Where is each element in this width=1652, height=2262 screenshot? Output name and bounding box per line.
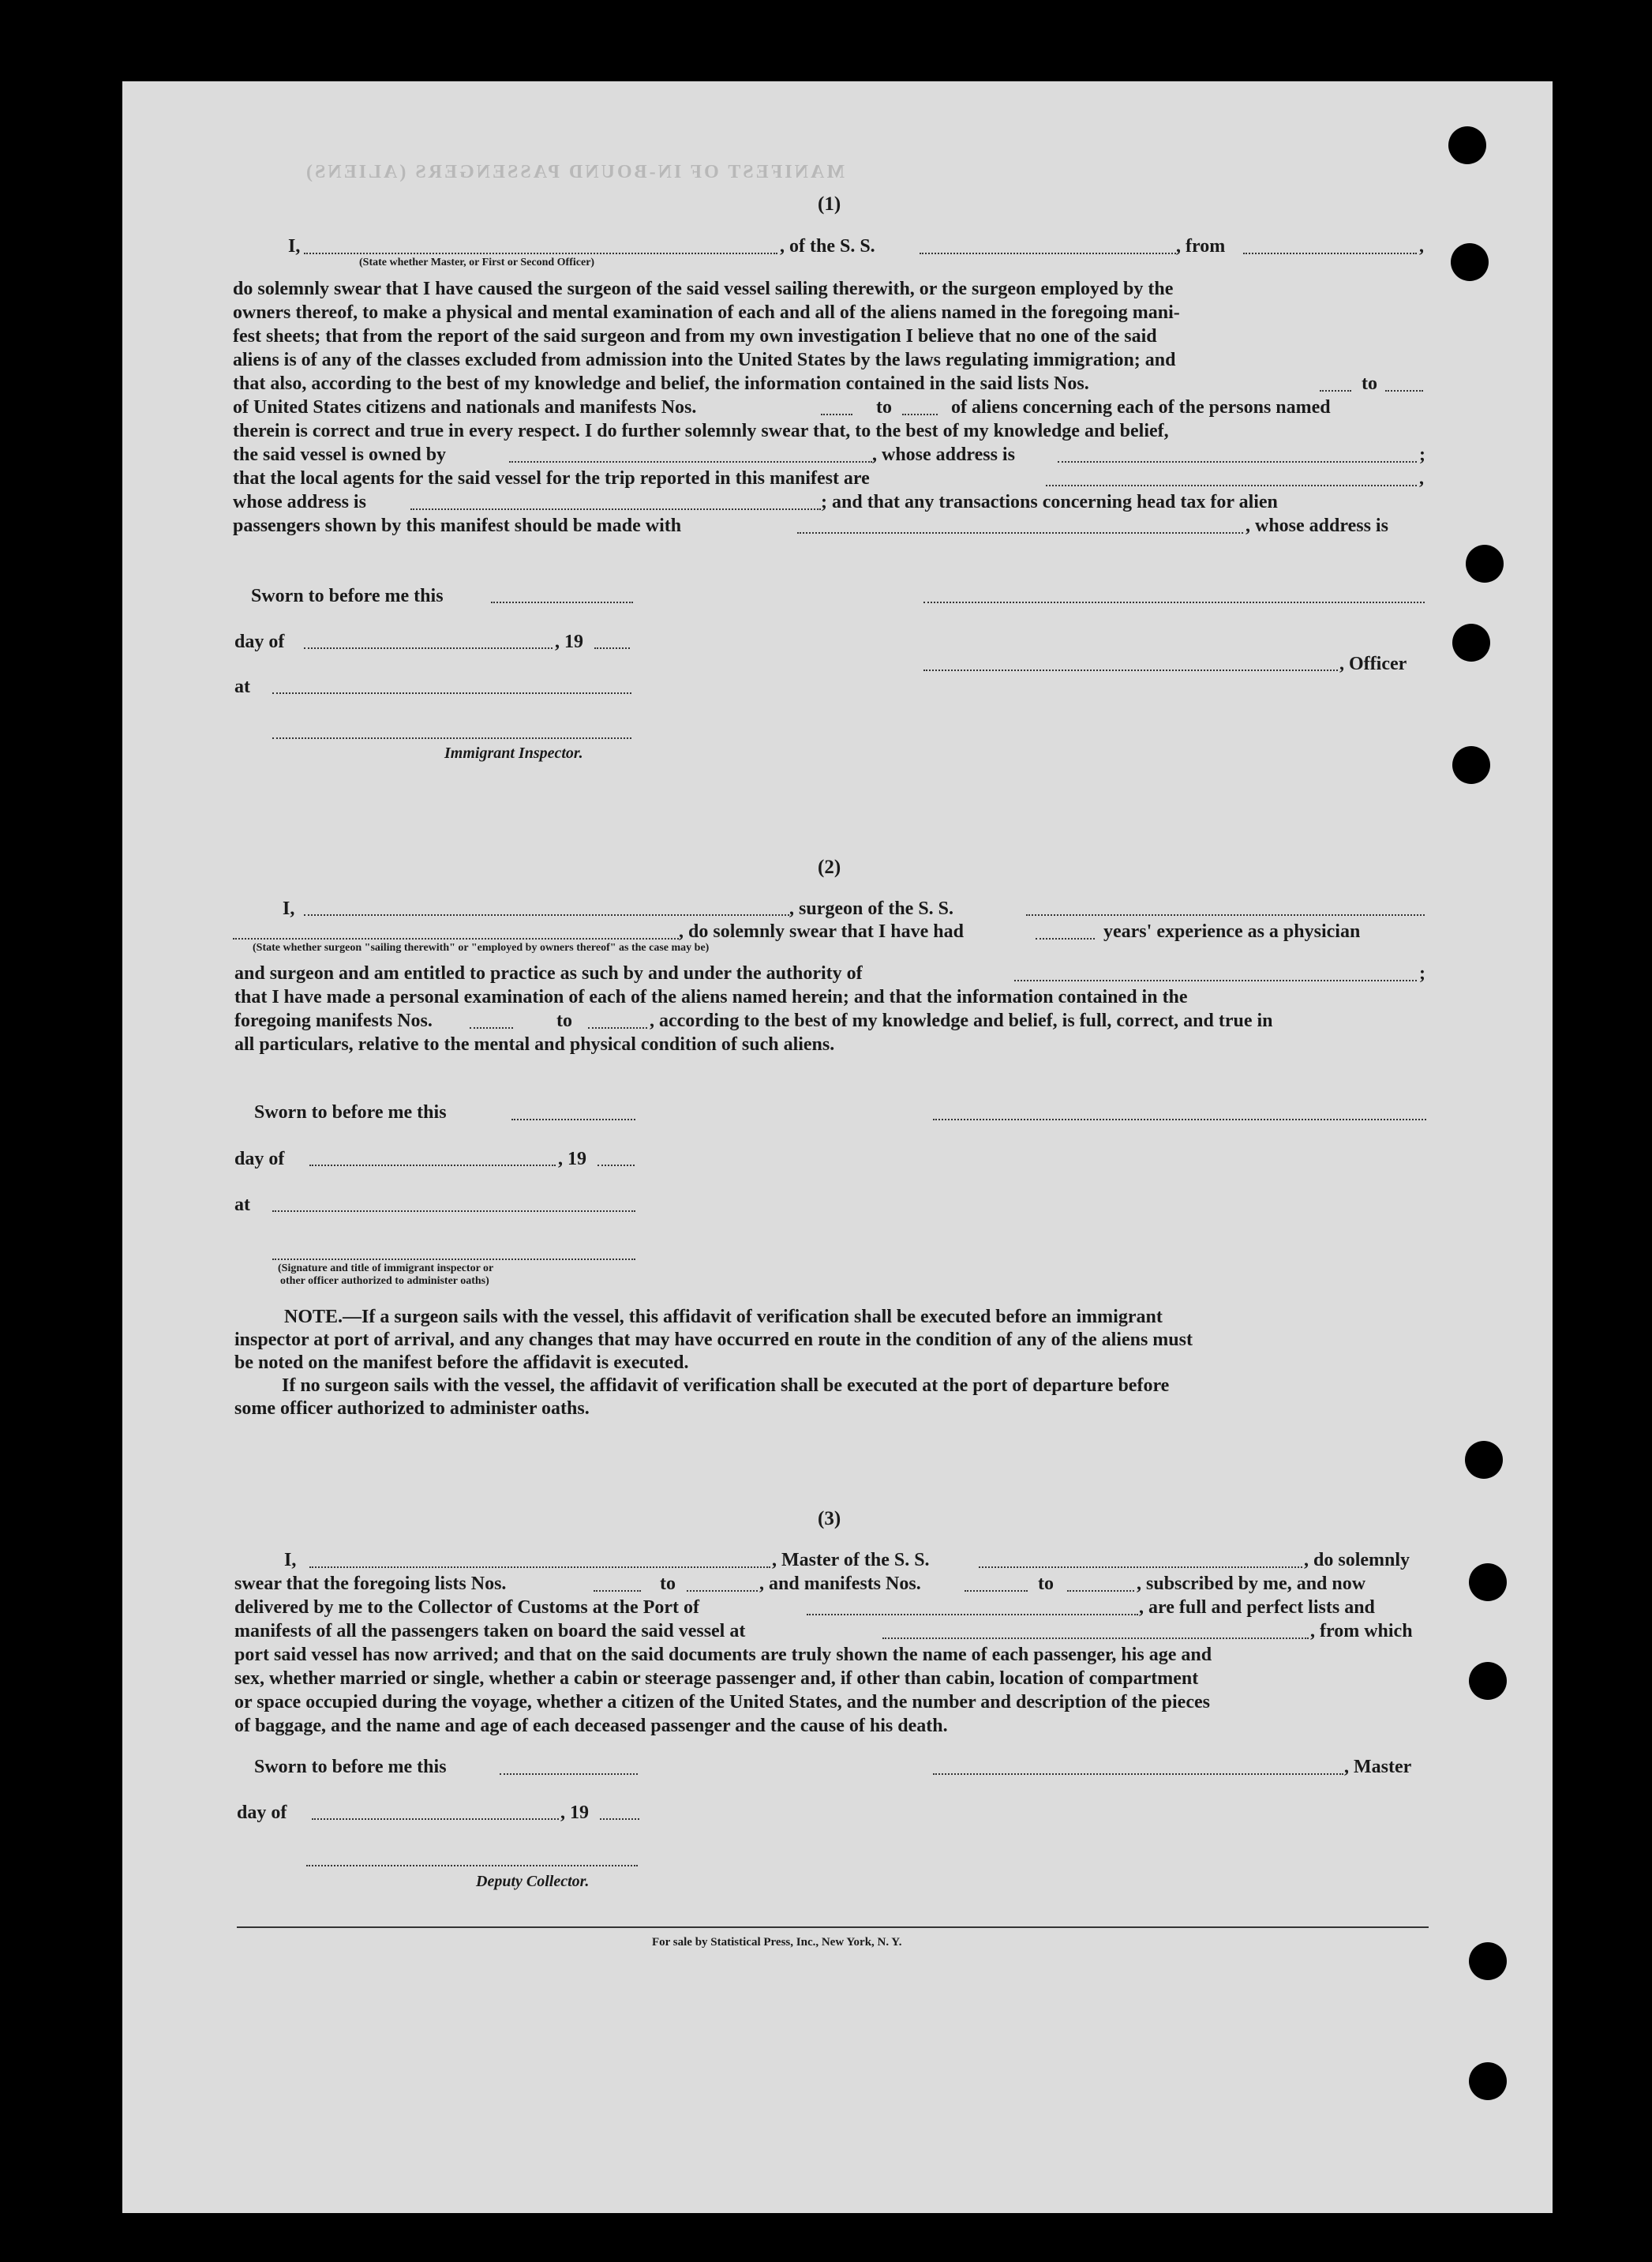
inspector-signature-field[interactable] [272,737,631,739]
s3-manifests-taken: manifests of all the passengers taken on board the said vessel at [234,1621,746,1641]
printer-imprint: For sale by Statistical Press, Inc., New York, N. Y. [652,1936,902,1949]
note-line-2: inspector at port of arrival, and any changes that may have occurred en route in the condition of any of the aliens must [234,1330,1193,1350]
s1-para-7: therein is correct and true in every respect. I do further solemnly swear that, to the best of my knowledge and belief, [233,421,1169,441]
comma: , [1419,236,1424,257]
s2-para-5: foregoing manifests Nos. [234,1011,433,1031]
punch-hole [1465,1441,1503,1479]
s3-para-8: of baggage, and the name and age of each deceased passenger and the cause of his death. [234,1716,948,1736]
state-officer-note: (State whether Master, or First or Second Officer) [359,257,595,268]
punch-hole [1452,624,1490,662]
s1-whose-address: whose address is [233,492,366,512]
s2-para-6: all particulars, relative to the mental and physical condition of such aliens. [234,1034,835,1055]
s1-whose-address-end: , whose address is [1246,516,1388,536]
s3-para-7: or space occupied during the voyage, whether a citizen of the United States, and the number and description of the pieces [234,1692,1210,1712]
local-agents-field[interactable] [1046,485,1417,486]
from-port-field[interactable] [1243,253,1417,254]
officer-label: , Officer [1339,654,1407,674]
at-label: at [234,677,250,697]
section-2-number: (2) [818,857,841,878]
s3-sworn-date-field[interactable] [500,1773,638,1775]
whose-address-label: , whose address is [872,445,1015,465]
s1-para-2: owners thereof, to make a physical and mental examination of each and all of the aliens named in the foregoing mani- [233,302,1180,323]
agents-address-field[interactable] [410,508,821,510]
s2-sworn-date-field[interactable] [511,1119,635,1120]
punch-hole [1469,1662,1507,1700]
master-signature-field[interactable] [933,1773,1343,1775]
vessel-owner-field[interactable] [509,461,872,463]
owner-address-field[interactable] [1058,461,1417,463]
semicolon: ; [1419,963,1425,984]
punch-hole [1452,746,1490,784]
punch-hole [1469,1563,1507,1601]
s3-month-field[interactable] [312,1818,559,1820]
sig-note-line-2: other officer authorized to administer oaths) [280,1275,489,1287]
note-line-4: If no surgeon sails with the vessel, the affidavit of verification shall be executed at the port of departure before [282,1375,1170,1396]
deputy-collector-label: Deputy Collector. [476,1873,590,1890]
year-label: , 19 [560,1802,589,1823]
s3-para-5: port said vessel has now arrived; and that on the said documents are truly shown the name of each passenger, his age and [234,1645,1212,1665]
year-label: , 19 [558,1149,586,1169]
s3-list-from-field[interactable] [594,1590,641,1592]
to-label: to [556,1011,572,1031]
vessel-name-field[interactable] [920,253,1176,254]
punch-hole [1448,126,1486,164]
head-tax-contact-field[interactable] [797,532,1243,534]
year-field[interactable] [594,647,630,649]
punch-hole [1469,1942,1507,1980]
officer-name-field[interactable] [304,253,777,254]
note-line-3: be noted on the manifest before the affidavit is executed. [234,1352,689,1373]
note-line-1: NOTE.—If a surgeon sails with the vessel, this affidavit of verification shall be executed before an immigrant [284,1307,1163,1327]
sworn-label: Sworn to before me this [254,1102,447,1123]
section-3-number: (3) [818,1508,841,1529]
s3-manifest-to-field[interactable] [1067,1590,1134,1592]
s3-para-6: sex, whether married or single, whether a cabin or steerage passenger and, if other than cabin, location of compartment [234,1668,1199,1689]
list-no-to-field[interactable] [1385,390,1423,392]
s2-surgeon-ss: , surgeon of the S. S. [789,898,954,919]
s1-i-label: I, [288,236,301,257]
master-name-field[interactable] [309,1566,770,1568]
s3-full-perfect: , are full and perfect lists and [1139,1597,1375,1618]
s3-delivered: delivered by me to the Collector of Customs at the Port of [234,1597,699,1618]
s3-master-ss: , Master of the S. S. [772,1550,930,1570]
s3-solemnly: , do solemnly [1304,1550,1410,1570]
s2-inspector-signature-field[interactable] [272,1259,635,1260]
s2-place-field[interactable] [272,1210,635,1212]
sworn-label: Sworn to before me this [254,1757,447,1777]
manifest-no-to-field[interactable] [902,414,938,415]
authority-field[interactable] [1014,980,1417,981]
section-1-number: (1) [818,193,841,215]
surgeon-signature-field[interactable] [933,1119,1426,1120]
s3-from-which: , from which [1310,1621,1413,1641]
note-line-5: some officer authorized to administer oaths. [234,1398,590,1419]
at-label: at [234,1195,250,1215]
s1-para-6-end: of aliens concerning each of the persons named [951,397,1331,418]
s1-passengers-with: passengers shown by this manifest should be made with [233,516,682,536]
s3-subscribed: , subscribed by me, and now [1137,1574,1366,1594]
month-field[interactable] [304,647,553,649]
officer-title-field[interactable] [923,670,1338,671]
s2-para-4: that I have made a personal examination of each of the aliens named herein; and that the information contained in the [234,987,1188,1007]
s2-year-field[interactable] [597,1165,635,1166]
day-of-label: day of [234,1149,285,1169]
s2-vessel-name-field[interactable] [1026,914,1425,916]
punch-hole [1466,545,1504,583]
list-no-from-field[interactable] [1320,390,1351,392]
s2-solemnly: , do solemnly swear that I have had [679,921,964,942]
punch-hole [1451,243,1489,281]
s3-swear-lists: swear that the foregoing lists Nos. [234,1574,507,1594]
officer-signature-field[interactable] [923,602,1425,603]
surgeon-capacity-field[interactable] [233,938,679,940]
s1-ss-label: , of the S. S. [780,236,875,257]
sworn-date-field[interactable] [491,602,633,603]
s2-month-field[interactable] [309,1165,556,1166]
to-label: to [876,397,892,418]
s3-vessel-name-field[interactable] [979,1566,1302,1568]
s1-para-6: of United States citizens and nationals and manifests Nos. [233,397,697,418]
manifest-no-from-field[interactable] [821,414,852,415]
footer-rule [237,1926,1429,1928]
s1-owned-by: the said vessel is owned by [233,445,447,465]
s1-para-4: aliens is of any of the classes excluded from admission into the United States by the laws regulating immigration; and [233,350,1176,370]
collector-signature-field[interactable] [306,1865,638,1866]
punch-hole [1469,2062,1507,2100]
s3-i-label: I, [284,1550,297,1570]
immigrant-inspector-label: Immigrant Inspector. [444,745,583,762]
s3-list-to-field[interactable] [687,1590,758,1592]
semicolon: ; [1419,445,1425,465]
sig-note-line-1: (Signature and title of immigrant inspector or [278,1262,494,1274]
place-field[interactable] [272,692,631,694]
departure-port-field[interactable] [882,1637,1309,1639]
day-of-label: day of [234,632,285,652]
sworn-label: Sworn to before me this [251,586,444,606]
s1-para-1: do solemnly swear that I have caused the surgeon of the said vessel sailing therewith, or the surgeon employed by the [233,279,1174,299]
s3-manifests-label: , and manifests Nos. [759,1574,921,1594]
comma: , [1419,468,1424,489]
s3-year-field[interactable] [600,1818,639,1820]
s2-years-label: years' experience as a physician [1103,921,1361,942]
to-label: to [1362,373,1377,394]
s2-para-3: and surgeon and am entitled to practice as such by and under the authority of [234,963,863,984]
s1-para-5: that also, according to the best of my knowledge and belief, the information contained in the said lists Nos. [233,373,1089,394]
port-field[interactable] [807,1614,1138,1615]
s2-i-label: I, [283,898,295,919]
day-of-label: day of [237,1802,287,1823]
bleed-through-header: MANIFEST OF IN-BOUND PASSENGERS (ALIENS) [304,162,845,182]
s3-manifest-from-field[interactable] [965,1590,1028,1592]
s2-manifest-from-field[interactable] [470,1027,513,1029]
surgeon-capacity-note: (State whether surgeon "sailing therewith" or "employed by owners thereof" as the case may be) [253,942,710,954]
years-experience-field[interactable] [1036,938,1095,940]
to-label: to [1038,1574,1054,1594]
s2-para-5-end: , according to the best of my knowledge and belief, is full, correct, and true in [650,1011,1273,1031]
s2-manifest-to-field[interactable] [588,1027,647,1029]
s1-head-tax: ; and that any transactions concerning head tax for alien [821,492,1278,512]
master-label: , Master [1344,1757,1412,1777]
year-label: , 19 [555,632,583,652]
s1-para-3: fest sheets; that from the report of the said surgeon and from my own investigation I believe that no one of the said [233,326,1157,347]
to-label: to [660,1574,676,1594]
s1-local-agents: that the local agents for the said vessel for the trip reported in this manifest are [233,468,870,489]
surgeon-name-field[interactable] [304,914,789,916]
s1-from-label: , from [1176,236,1226,257]
